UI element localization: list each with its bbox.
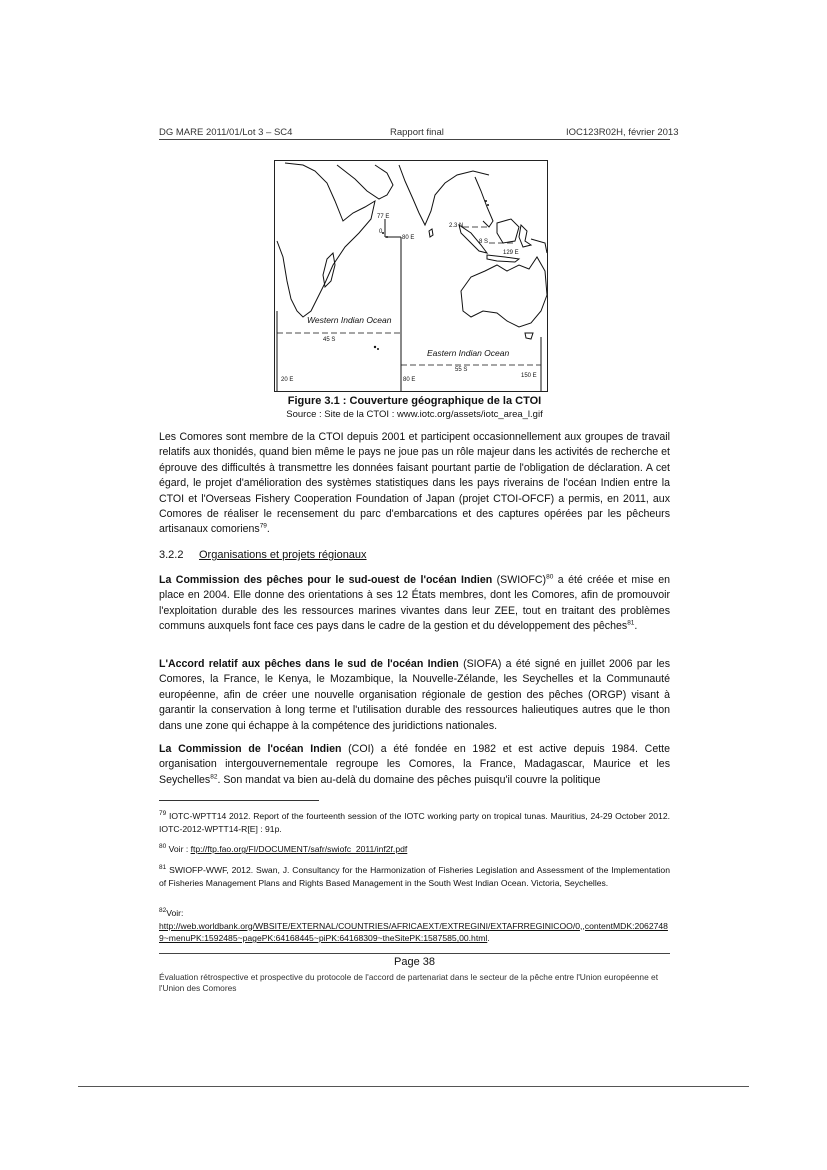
tasmania bbox=[525, 333, 533, 339]
paragraph-text: (SWIOFC) bbox=[492, 574, 547, 586]
figure-title: Figure 3.1 : Couverture géographique de la CTOI bbox=[287, 395, 542, 407]
footnote-number: 81 bbox=[159, 864, 167, 872]
footer-rule bbox=[159, 953, 670, 954]
bold-lead: L'Accord relatif aux pêches dans le sud de l'océan Indien bbox=[159, 658, 459, 670]
footnote-text: IOTC-WPTT14 2012. Report of the fourteenth session of the IOTC working party on tropical tunas. Mauritius, 24-29 October 2012. IOTC-2012-WPTT14-R[E] : 91p. bbox=[159, 811, 670, 834]
java bbox=[487, 255, 519, 262]
paragraph-siofa bbox=[159, 657, 670, 734]
footnote-ref[interactable]: 79 bbox=[259, 522, 267, 530]
paragraph-text: . Son mandat va bien au-delà du domaine des pêches puisqu'il couvre la politique bbox=[217, 773, 601, 786]
header-center: Rapport final bbox=[390, 127, 444, 138]
footnote-ref[interactable]: 80 bbox=[546, 573, 554, 581]
label-western-indian-ocean: Western Indian Ocean bbox=[307, 315, 392, 325]
paragraph-swiofc bbox=[159, 573, 670, 635]
label-77e: 77 E bbox=[377, 214, 390, 220]
header-rule bbox=[159, 139, 670, 140]
footnote-79 bbox=[159, 810, 670, 835]
madagascar-coast bbox=[323, 253, 335, 287]
paragraph-coi bbox=[159, 742, 670, 788]
africa-coast bbox=[277, 163, 375, 317]
label-80e-top: 80 E bbox=[402, 235, 415, 241]
sri-lanka bbox=[429, 229, 433, 237]
paragraph-text: Les Comores sont membre de la CTOI depuis 2001 et participent occasionnellement aux groupes de travail relatifs aux thonidés, quand bien même le pays ne joue pas un rôle majeur dans les activités de recherche et éprouve des difficultés à transmettre les données faisant pourtant partie de l'obligation de déclaration. A cet égard, le projet d'amélioration des systèmes statistiques dans les pays riverains de l'océan Indien entre la CTOI et l'Overseas Fishery Cooperation Foundation of Japan (projet CTOI-OFCF) a permis, en 2011, aux Comores de réaliser le recensement du parc d'embarcations et des captures opérées par les pêcheurs artisanaux comoriens bbox=[159, 431, 670, 536]
australia-coast bbox=[461, 257, 547, 327]
label-129e: 129 E bbox=[503, 250, 519, 256]
page-bottom-rule bbox=[78, 1086, 749, 1087]
footnote-81 bbox=[159, 864, 670, 889]
page-number: Page 38 bbox=[394, 956, 435, 968]
footnote-number: 80 bbox=[159, 843, 167, 851]
footnote-82 bbox=[159, 907, 670, 945]
label-150e: 150 E bbox=[521, 373, 537, 379]
footnote-ref[interactable]: 81 bbox=[627, 619, 635, 627]
section-title: Organisations et projets régionaux bbox=[199, 549, 367, 561]
footnote-80 bbox=[159, 843, 670, 856]
footnote-ref[interactable]: 82 bbox=[210, 773, 218, 781]
header-right: IOC123R02H, février 2013 bbox=[566, 127, 679, 138]
footnote-link[interactable]: http://web.worldbank.org/WBSITE/EXTERNAL/COUNTRIES/AFRICAEXT/EXTREGINI/EXTAFRREGINICOO/0,,contentMDK:20627489~menuPK:1592485~pagePK:64168445~piPK:64168309~theSitePK:1587585,00.html bbox=[159, 920, 668, 943]
header-left: DG MARE 2011/01/Lot 3 – SC4 bbox=[159, 127, 293, 138]
footnote-text: Voir: bbox=[166, 908, 184, 918]
footnote-number: 82 bbox=[159, 907, 167, 915]
footnote-link[interactable]: ftp://ftp.fao.org/FI/DOCUMENT/safr/swiofc_2011/inf2f.pdf bbox=[190, 844, 408, 854]
footnote-number: 79 bbox=[159, 810, 167, 818]
label-20e: 20 E bbox=[281, 377, 294, 383]
se-asia-coast bbox=[475, 177, 493, 227]
footnote-text: Voir : bbox=[166, 844, 191, 854]
footnote-text: SWIOFP-WWF, 2012. Swan, J. Consultancy for the Harmonization of Fisheries Legislation and Assessment of the Implementation of Fisheries Management Plans and Rights Based Management in the South West Indian Ocean. Victoria, Seychelles. bbox=[159, 865, 670, 888]
bold-lead: La Commission des pêches pour le sud-ouest de l'océan Indien bbox=[159, 574, 493, 586]
label-8s: 8 S bbox=[479, 239, 489, 245]
borneo bbox=[497, 219, 519, 243]
sulawesi bbox=[519, 225, 531, 247]
iotc-area-map bbox=[274, 160, 548, 392]
paragraph-end: . bbox=[634, 620, 638, 633]
arabia-coast bbox=[337, 165, 393, 199]
figure-source: Source : Site de la CTOI : www.iotc.org/assets/iotc_area_l.gif bbox=[286, 409, 543, 420]
footnote-end: . bbox=[487, 933, 490, 943]
label-2-3n: 2.3 N bbox=[449, 223, 464, 229]
label-80e-bottom: 80 E bbox=[403, 377, 416, 383]
india-coast bbox=[399, 165, 489, 225]
footer-text: Évaluation rétrospective et prospective du protocole de l'accord de partenariat dans le secteur de la pêche entre l'Union européenne et l'Union des Comores bbox=[159, 972, 659, 993]
label-zero: 0 bbox=[379, 229, 383, 235]
paragraph-text: (SIOFA) a été signé en juillet 2006 par les Comores, la France, le Kenya, le Mozambique, la Nouvelle-Zélande, les Seychelles et la Communauté européenne, afin de créer une nouvelle organisation régionale de gestion des pêches (ORGP) visant à garantir la conservation à long terme et l'utilisation durable des ressources halieutiques autres que le thon dans une zone qui échappe à la compétence des juridictions nationales. bbox=[159, 658, 670, 732]
paragraph-text: a été créée et mise en place en 2004. Elle donne des orientations à ses 12 États membres, dont les Comores, afin de promouvoir l'exploitation durable des les ressources marines vivantes dans leur ZEE, tout en traitant des problèmes communs auxquels font face ces pays dans le cadre de la gestion et du développement des pêches bbox=[159, 574, 671, 633]
paragraph-comores-ctoi: Les Comores sont membre de la CTOI depuis 2001 et participent occasionnellement aux groupes de travail relatifs aux thonidés, quand bien même le pays ne joue pas un rôle majeur dans les activités de recherche et éprouve des difficultés à transmettre les données faisant pourtant partie de l'obligation de déclaration. A cet égard, le projet d'amélioration des systèmes statistiques dans les pays riverains de l'océan Indien entre la CTOI et l'Overseas Fishery Cooperation Foundation of Japan (projet CTOI-OFCF) a permis, en 2011, aux Comores de réaliser le recensement du parc d'embarcations et des captures opérées par les pêcheurs artisanaux comoriens$^{79}$. bbox=[159, 431, 670, 536]
label-55s: 55 S bbox=[455, 367, 468, 373]
footnote-rule bbox=[159, 800, 319, 801]
bold-lead: La Commission de l'océan Indien bbox=[159, 743, 342, 755]
label-eastern-indian-ocean: Eastern Indian Ocean bbox=[427, 348, 510, 358]
new-guinea bbox=[531, 239, 547, 253]
section-number: 3.2.2 bbox=[159, 549, 184, 561]
paragraph-text: (COI) a été fondée en 1982 et est active depuis 1984. Cette organisation intergouvernementale regroupe les Comores, la France, Madagascar, Maurice et les Seychelles bbox=[159, 743, 670, 786]
section-heading bbox=[159, 549, 367, 561]
label-45s: 45 S bbox=[323, 337, 336, 343]
